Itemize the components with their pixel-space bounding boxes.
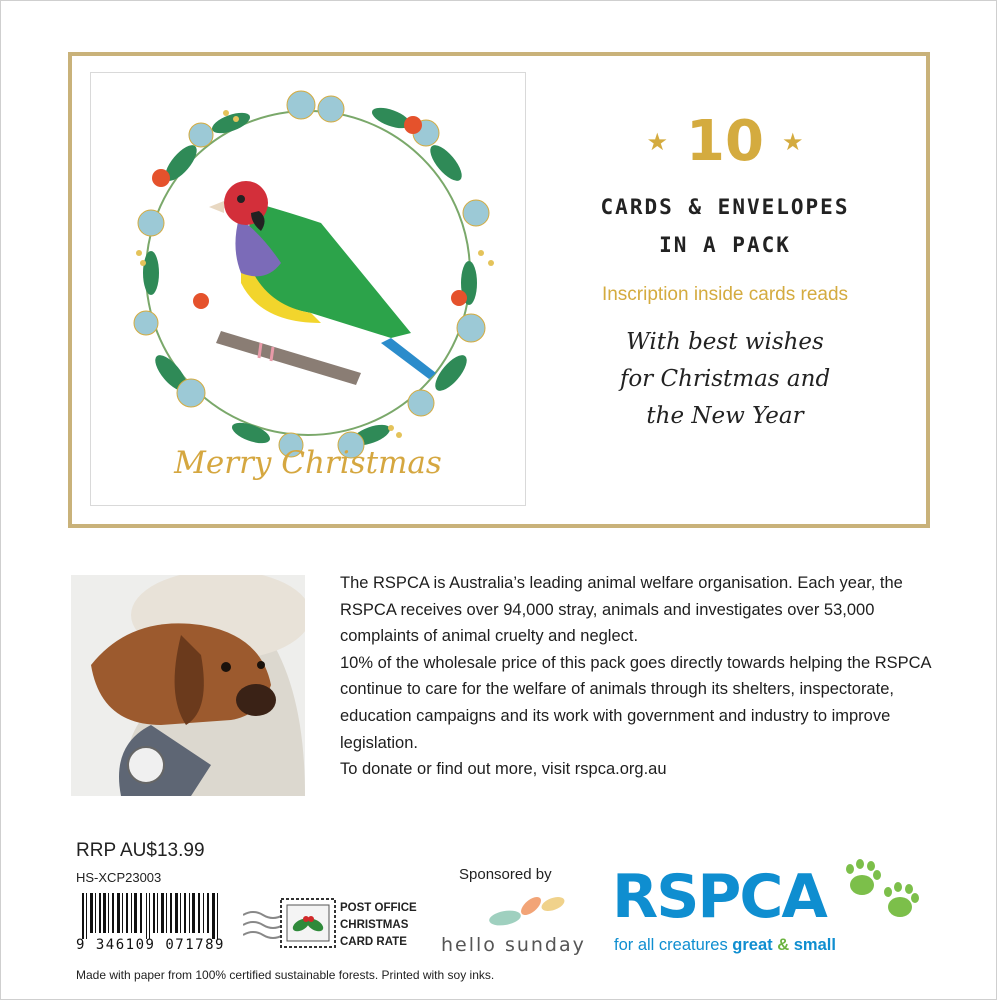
- branch: [216, 331, 361, 385]
- rspca-tagline: [614, 936, 836, 955]
- inscription-text: [560, 324, 890, 435]
- barcode: [76, 893, 226, 939]
- sponsor-brand: hello sunday: [441, 934, 586, 956]
- inscription-label: Inscription inside cards reads: [601, 284, 849, 305]
- tagline-amp: &: [772, 936, 794, 954]
- postage-line: CHRISTMAS: [340, 919, 409, 931]
- finch-wreath-illustration: [91, 73, 525, 505]
- about-rspca: [340, 570, 940, 783]
- greeting-text: Merry Christmas: [174, 445, 442, 481]
- inscription-line: the New Year: [646, 403, 804, 429]
- postage-line: CARD RATE: [340, 936, 407, 948]
- postage-line: POST OFFICE: [340, 902, 417, 914]
- about-paragraph: To donate or find out more, visit rspca.org.au: [340, 760, 667, 779]
- hello-sunday-logo: [483, 890, 573, 930]
- inscription-line: With best wishes: [626, 329, 824, 355]
- paw-print-icon: [840, 855, 930, 925]
- star-icon: ★: [781, 128, 804, 156]
- card-illustration: [90, 72, 526, 506]
- tagline-great: great: [732, 936, 773, 954]
- card-count: 10: [686, 109, 764, 174]
- pack-line-1: CARDS & ENVELOPES: [600, 195, 850, 219]
- inscription-line: for Christmas and: [619, 366, 831, 392]
- postage-label: [340, 900, 417, 951]
- footer-note: Made with paper from 100% certified sustainable forests. Printed with soy inks.: [76, 968, 495, 982]
- about-paragraph: The RSPCA is Australia’s leading animal welfare organisation. Each year, the RSPCA receives over 94,000 stray, animals and investigates over 53,000 complaints of animal cruelty and neglect.: [340, 574, 903, 646]
- pack-description: [560, 188, 890, 264]
- tagline-small: small: [793, 936, 836, 954]
- sponsored-label: Sponsored by: [459, 866, 552, 883]
- pack-line-2: IN A PACK: [659, 233, 791, 257]
- price: RRP AU$13.99: [76, 840, 205, 861]
- product-code: HS-XCP23003: [76, 870, 162, 885]
- count-row: [560, 110, 890, 174]
- puppy-illustration: [71, 575, 305, 796]
- barcode-number: 9 346109 071789: [76, 937, 225, 953]
- tagline-prefix: for all creatures: [614, 936, 733, 954]
- puppy-photo: [71, 575, 305, 796]
- about-paragraph: 10% of the wholesale price of this pack goes directly towards helping the RSPCA continue to care for the welfare of animals through its shelters, inspectorate, education campaigns and its work with government and industry to improve legislation.: [340, 653, 931, 752]
- pack-info: [560, 110, 890, 435]
- rspca-logo: RSPCA: [612, 862, 826, 932]
- star-icon: ★: [646, 128, 669, 156]
- postage-stamp-icon: [243, 895, 338, 951]
